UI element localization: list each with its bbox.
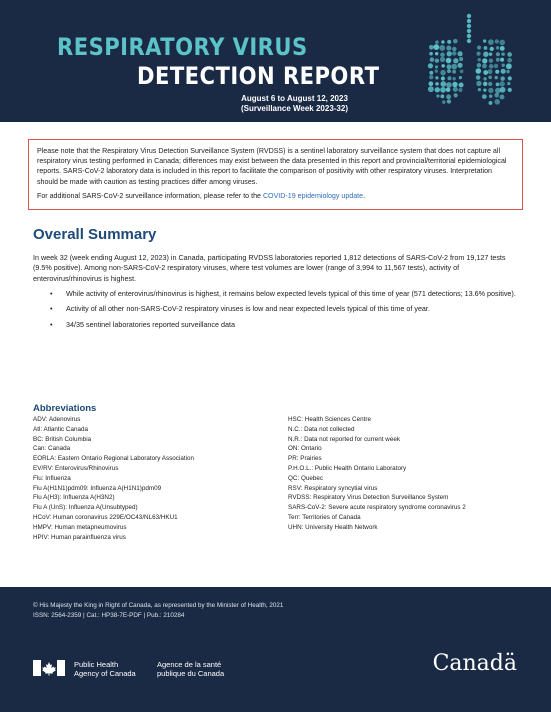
abbreviation-item: PR: Prairies	[288, 455, 322, 463]
abbreviation-item: HMPV: Human metapneumovirus	[33, 523, 127, 531]
agency-name-fr-line2: publique du Canada	[157, 669, 225, 678]
abbreviation-item: HCoV: Human coronavirus 229E/OC43/NL63/HKU1	[33, 513, 178, 521]
abbreviation-item: EV/RV: Enterovirus/Rhinovirus	[33, 464, 119, 472]
abbreviations-list-left	[33, 415, 273, 542]
additional-info-suffix: .	[363, 191, 366, 200]
canada-wordmark: Canadä	[432, 651, 517, 676]
disclaimer-text: Please note that the Respiratory Virus Detection Surveillance System (RVDSS) is a sentinel laboratory surveillance system that does not capture all respiratory virus testing performed in Canada; differences may exist between the data presented in this report and provincial/territorial epidemiological reports. SARS-CoV-2 laboratory data is included in this report to facilitate the comparison of positivity with other respiratory viruses. Interpretation should be made with caution as testing practices differ among viruses.	[37, 147, 507, 186]
agency-name-en-line2: Agency of Canada	[74, 669, 136, 678]
abbreviation-item: ADV: Adenovirus	[33, 416, 81, 423]
overall-summary-text: In week 32 (week ending August 12, 2023) in Canada, participating RVDSS laboratories reported 1,812 detections of SARS-CoV-2 from 19,127 tests (9.5% positive). Among non-SARS-CoV-2 respiratory viruses, where test volumes are lower (range of 3,994 to 11,567 tests), activity of enterovirus/rhinovirus is highest.	[33, 253, 506, 283]
issn-text: ISSN: 2564-2359 | Cat.: HP38-7E-PDF | Pub.: 210284	[33, 612, 185, 619]
abbreviation-item: SARS-CoV-2: Severe acute respiratory syndrome coronavirus 2	[288, 504, 466, 512]
report-title-line1: RESPIRATORY VIRUS	[57, 33, 308, 61]
agency-name-fr-line1: Agence de la santé	[157, 660, 222, 669]
abbreviation-item: Flu A(H3): Influenza A(H3N2)	[33, 494, 115, 502]
abbreviation-item: Terr: Territories of Canada	[288, 513, 361, 521]
summary-bullet: • Activity of all other non-SARS-CoV-2 respiratory viruses is low and near expected levels typical of this time of year.	[50, 304, 520, 314]
summary-bullet: • While activity of enterovirus/rhinovirus is highest, it remains below expected levels typical of this time of year (571 detections; 13.6% positive).	[50, 289, 520, 299]
abbreviation-item: RVDSS: Respiratory Virus Detection Surveillance System	[288, 494, 449, 502]
abbreviation-item: ON: Ontario	[288, 445, 322, 453]
abbreviations-heading: Abbreviations	[33, 403, 97, 414]
summary-bullet-list	[50, 289, 520, 335]
disclaimer-box	[28, 139, 523, 210]
abbreviation-item: EORLA: Eastern Ontario Regional Laboratory Association	[33, 455, 195, 463]
report-header	[0, 0, 551, 122]
abbreviation-item: UHN: University Health Network	[288, 523, 378, 531]
date-range: August 6 to August 12, 2023	[241, 94, 348, 103]
abbreviation-item: QC: Quebec	[288, 474, 323, 482]
abbreviation-item: RSV: Respiratory syncytial virus	[288, 484, 378, 492]
agency-name-fr	[157, 660, 224, 678]
abbreviation-item: N.C.: Data not collected	[288, 425, 355, 433]
abbreviation-item: Flu A (UnS): Influenza A(Unsubtyped)	[33, 504, 138, 512]
covid-epidemiology-link[interactable]: COVID-19 epidemiology update	[262, 191, 364, 200]
summary-bullet: • 34/35 sentinel laboratories reported surveillance data	[50, 320, 520, 330]
abbreviation-item: Flu A(H1N1)pdm09: Influenza A(H1N1)pdm09	[33, 484, 162, 492]
abbreviation-item: Atl: Atlantic Canada	[33, 425, 88, 433]
report-footer	[0, 587, 551, 712]
surveillance-week: (Surveillance Week 2023-32)	[240, 104, 348, 113]
additional-info-prefix: For additional SARS-CoV-2 surveillance information, please refer to the	[37, 191, 263, 200]
abbreviation-item: P.H.O.L.: Public Health Ontario Laboratory	[288, 464, 407, 472]
abbreviation-item: HSC: Health Sciences Centre	[288, 416, 371, 423]
abbreviation-item: N.R.: Data not reported for current week	[288, 435, 400, 443]
overall-summary-heading: Overall Summary	[33, 226, 157, 243]
abbreviation-item: BC: British Columbia	[33, 435, 92, 443]
copyright-block	[33, 601, 283, 621]
canada-flag-icon	[33, 660, 65, 676]
lungs-icon	[417, 12, 522, 112]
report-date-range	[241, 94, 348, 114]
agency-name-en-line1: Public Health	[74, 660, 119, 669]
copyright-text: © His Majesty the King in Right of Canada, as represented by the Minister of Health, 2021	[33, 602, 284, 609]
abbreviation-item: Can: Canada	[33, 445, 71, 453]
report-title-line2: DETECTION REPORT	[137, 62, 380, 90]
abbreviation-item: HPIV: Human parainfluenza virus	[33, 533, 126, 541]
agency-name-en	[74, 660, 136, 678]
abbreviations-list-right	[288, 415, 528, 533]
additional-info-text	[37, 191, 514, 201]
abbreviation-item: Flu: Influenza	[33, 474, 71, 482]
